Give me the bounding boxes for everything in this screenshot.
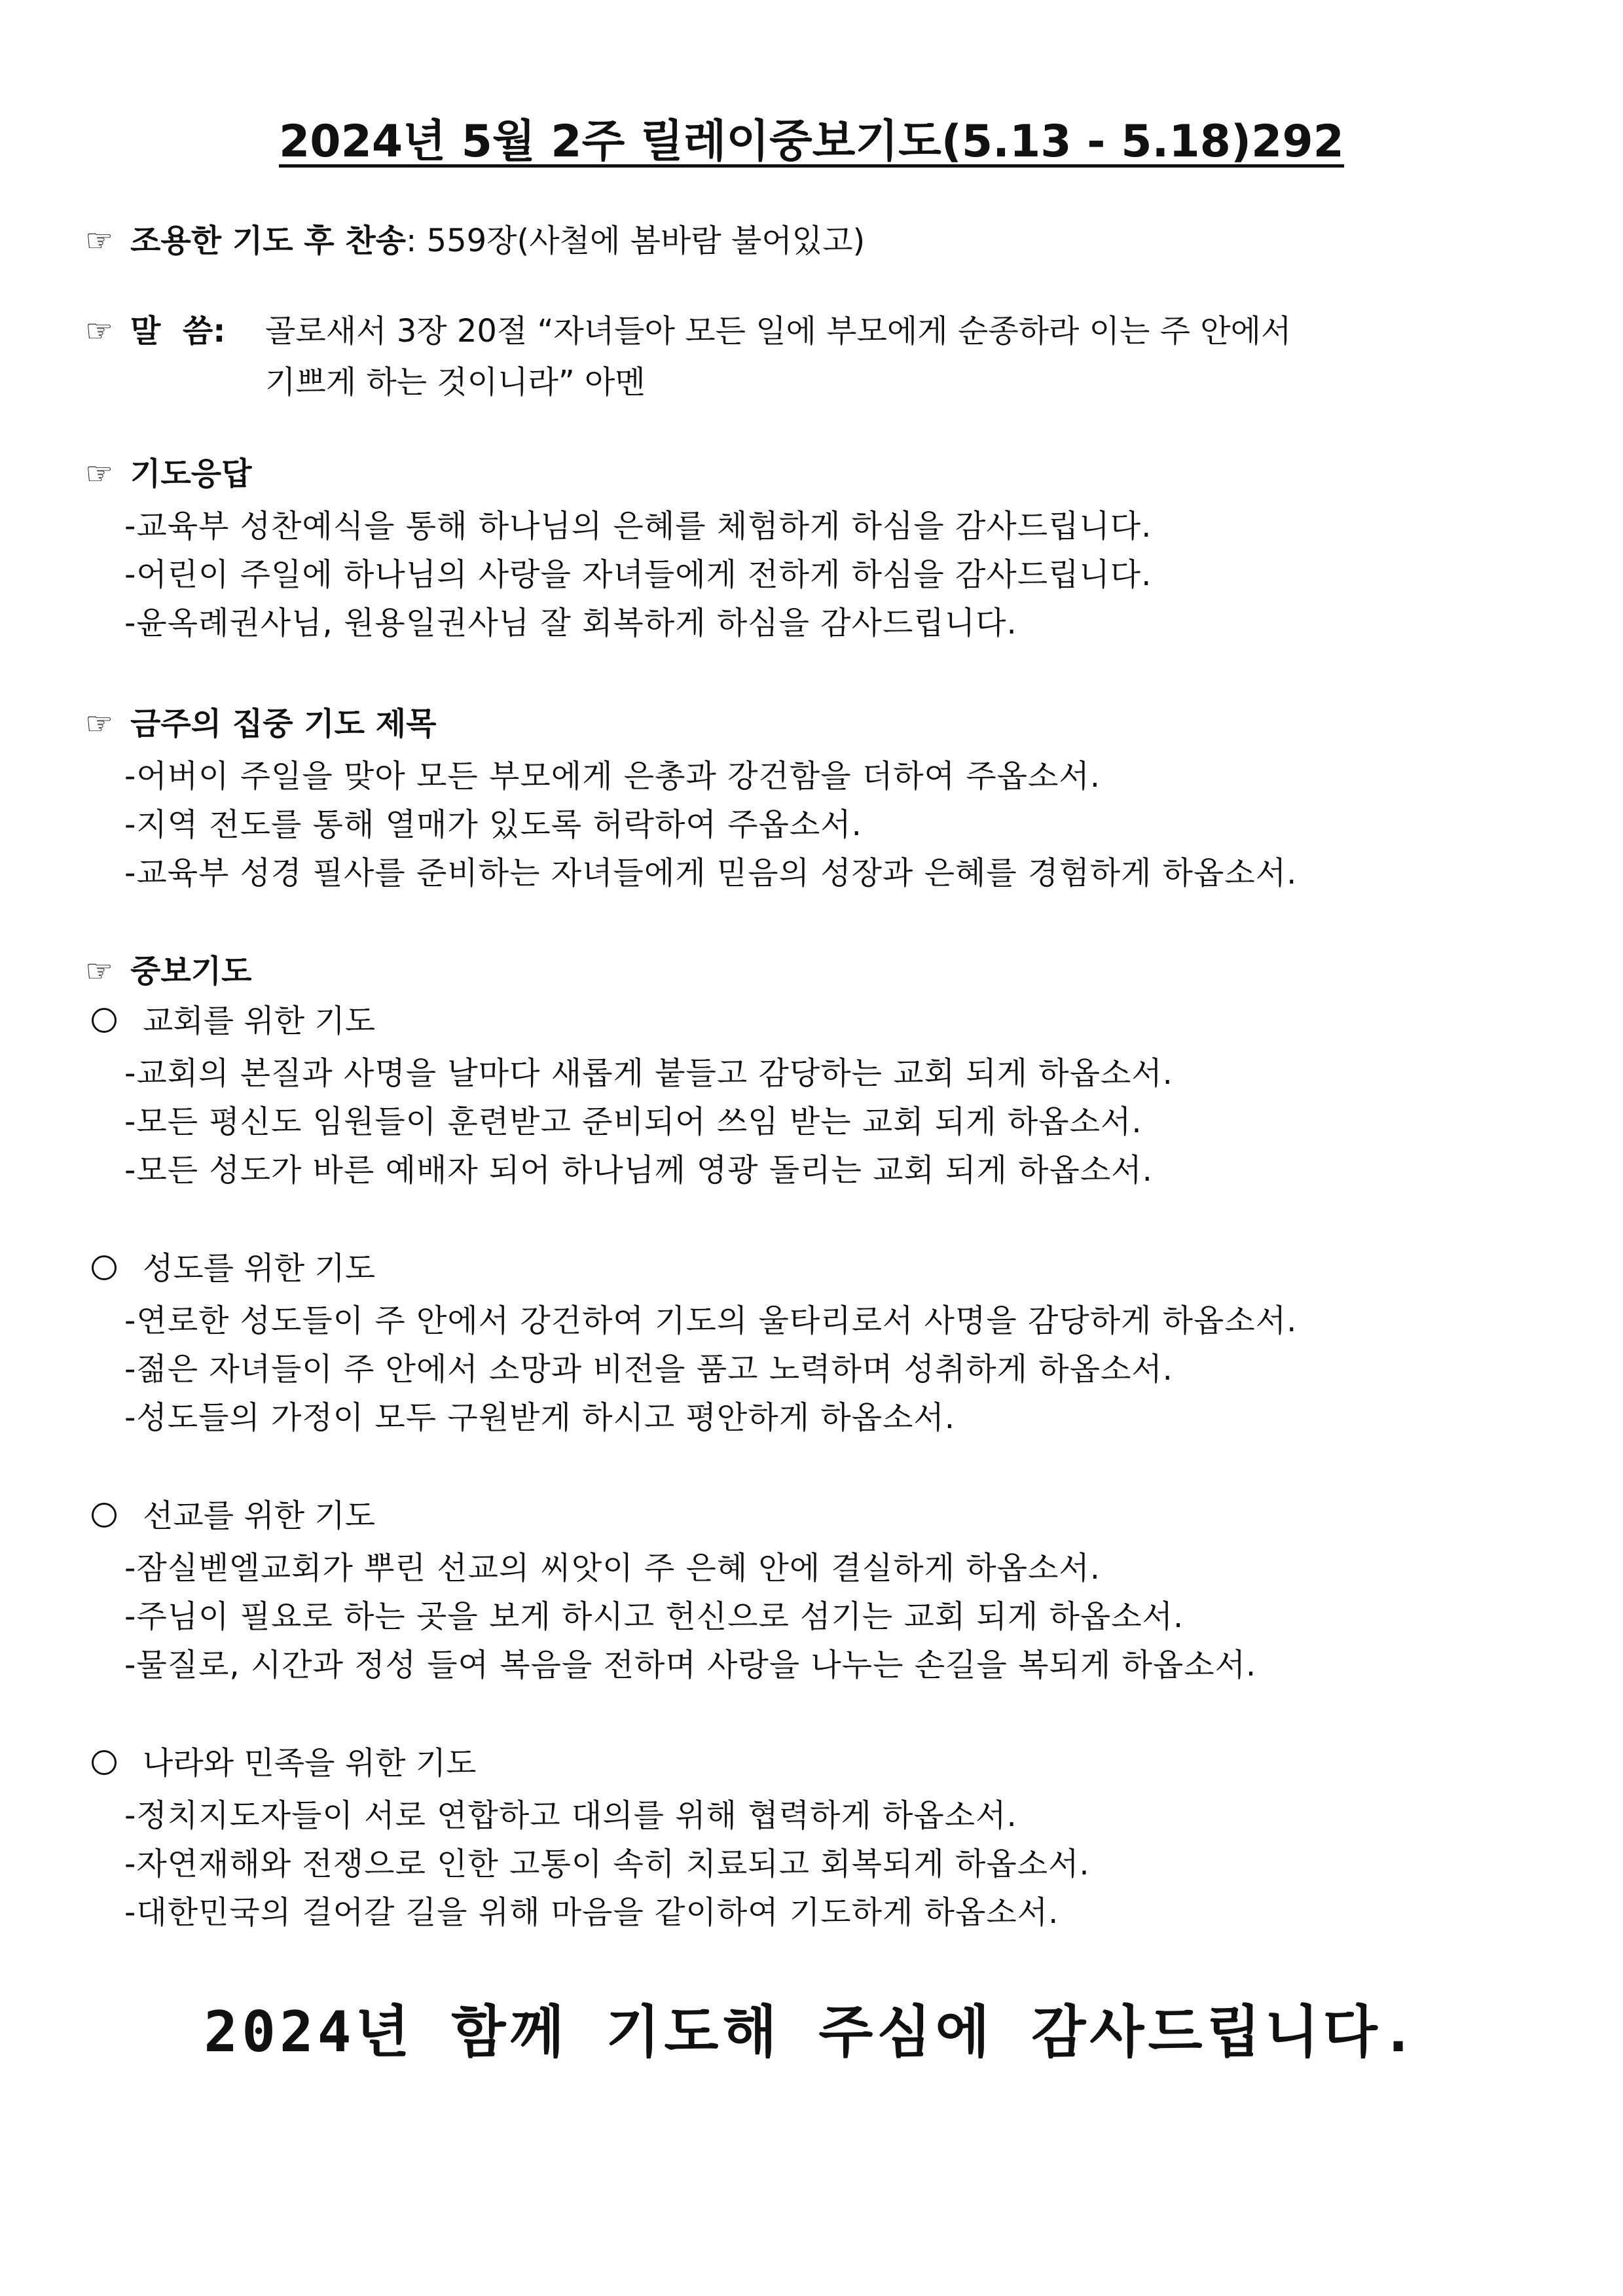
scripture-text-line2: 기쁘게 하는 것이니라” 아멘 <box>265 364 646 401</box>
saints-prayer-heading: 성도를 위한 기도 <box>92 1245 375 1292</box>
mission-prayer-heading: 선교를 위한 기도 <box>92 1492 375 1539</box>
list-item: -젊은 자녀들이 주 안에서 소망과 비전을 품고 노력하며 성취하게 하옵소서. <box>124 1351 1173 1388</box>
nation-prayer-heading: 나라와 민족을 위한 기도 <box>92 1740 476 1787</box>
scripture-text-line1: 골로새서 3장 20절 “자녀들아 모든 일에 부모에게 순종하라 이는 주 안에서 <box>265 313 1292 350</box>
list-item: -어버이 주일을 맞아 모든 부모에게 은총과 강건함을 더하여 주옵소서. <box>124 758 1101 795</box>
pointing-hand-icon: ☞ <box>85 953 114 990</box>
list-item: -물질로, 시간과 정성 들여 복음을 전하며 사랑을 나누는 손길을 복되게 하옵소서. <box>124 1647 1257 1683</box>
circle-icon <box>92 1008 117 1033</box>
list-item: -어린이 주일에 하나님의 사랑을 자녀들에게 전하게 하심을 감사드립니다. <box>124 556 1152 593</box>
list-item: -교회의 본질과 사명을 날마다 새롭게 붙들고 감당하는 교회 되게 하옵소서. <box>124 1055 1173 1092</box>
list-item: -연로한 성도들이 주 안에서 강건하여 기도의 울타리로서 사명을 감당하게 하옵소서. <box>124 1302 1298 1339</box>
list-item: -주님이 필요로 하는 곳을 보게 하시고 헌신으로 섬기는 교회 되게 하옵소서. <box>124 1598 1184 1635</box>
list-item: -대한민국의 걸어갈 길을 위해 마음을 같이하여 기도하게 하옵소서. <box>124 1894 1059 1931</box>
list-item: -교육부 성찬예식을 통해 하나님의 은혜를 체험하게 하심을 감사드립니다. <box>124 508 1152 545</box>
list-item: -정치지도자들이 서로 연합하고 대의를 위해 협력하게 하옵소서. <box>124 1797 1017 1834</box>
pointing-hand-icon: ☞ <box>85 456 114 492</box>
circle-icon <box>92 1255 117 1280</box>
pointing-hand-icon: ☞ <box>85 313 114 350</box>
list-item: -윤옥례권사님, 원용일권사님 잘 회복하게 하심을 감사드립니다. <box>124 605 1017 641</box>
list-item: -잠실벧엘교회가 뿌린 선교의 씨앗이 주 은혜 안에 결실하게 하옵소서. <box>124 1550 1101 1587</box>
closing-message: 2024년 함께 기도해 주심에 감사드립니다. <box>204 2000 1419 2065</box>
pointing-hand-icon: ☞ <box>85 223 114 259</box>
church-prayer-heading: 교회를 위한 기도 <box>92 997 375 1045</box>
hymn-label: 조용한 기도 후 찬송 <box>130 223 407 259</box>
scripture-label: 말 씀: <box>130 313 226 350</box>
circle-icon <box>92 1750 117 1775</box>
focus-heading: ☞ 금주의 집중 기도 제목 <box>85 706 437 742</box>
pointing-hand-icon: ☞ <box>85 706 114 742</box>
list-item: -지역 전도를 통해 열매가 있도록 허락하여 주옵소서. <box>124 806 862 843</box>
list-item: -모든 평신도 임원들이 훈련받고 준비되어 쓰임 받는 교회 되게 하옵소서. <box>124 1103 1142 1140</box>
hymn-line <box>85 217 865 264</box>
intercession-heading: ☞ 중보기도 <box>85 953 252 990</box>
list-item: -모든 성도가 바른 예배자 되어 하나님께 영광 돌리는 교회 되게 하옵소서. <box>124 1152 1153 1189</box>
circle-icon <box>92 1503 117 1528</box>
page-title: 2024년 5월 2주 릴레이중보기도(5.13 - 5.18)292 <box>278 116 1344 168</box>
list-item: -교육부 성경 필사를 준비하는 자녀들에게 믿음의 성장과 은혜를 경험하게 하옵소서. <box>124 855 1298 891</box>
list-item: -성도들의 가정이 모두 구원받게 하시고 평안하게 하옵소서. <box>124 1399 955 1436</box>
hymn-value: : 559장(사철에 봄바람 불어있고) <box>406 223 866 259</box>
answers-heading: ☞ 기도응답 <box>85 456 252 492</box>
list-item: -자연재해와 전쟁으로 인한 고통이 속히 치료되고 회복되게 하옵소서. <box>124 1846 1090 1882</box>
scripture-line <box>85 308 225 355</box>
